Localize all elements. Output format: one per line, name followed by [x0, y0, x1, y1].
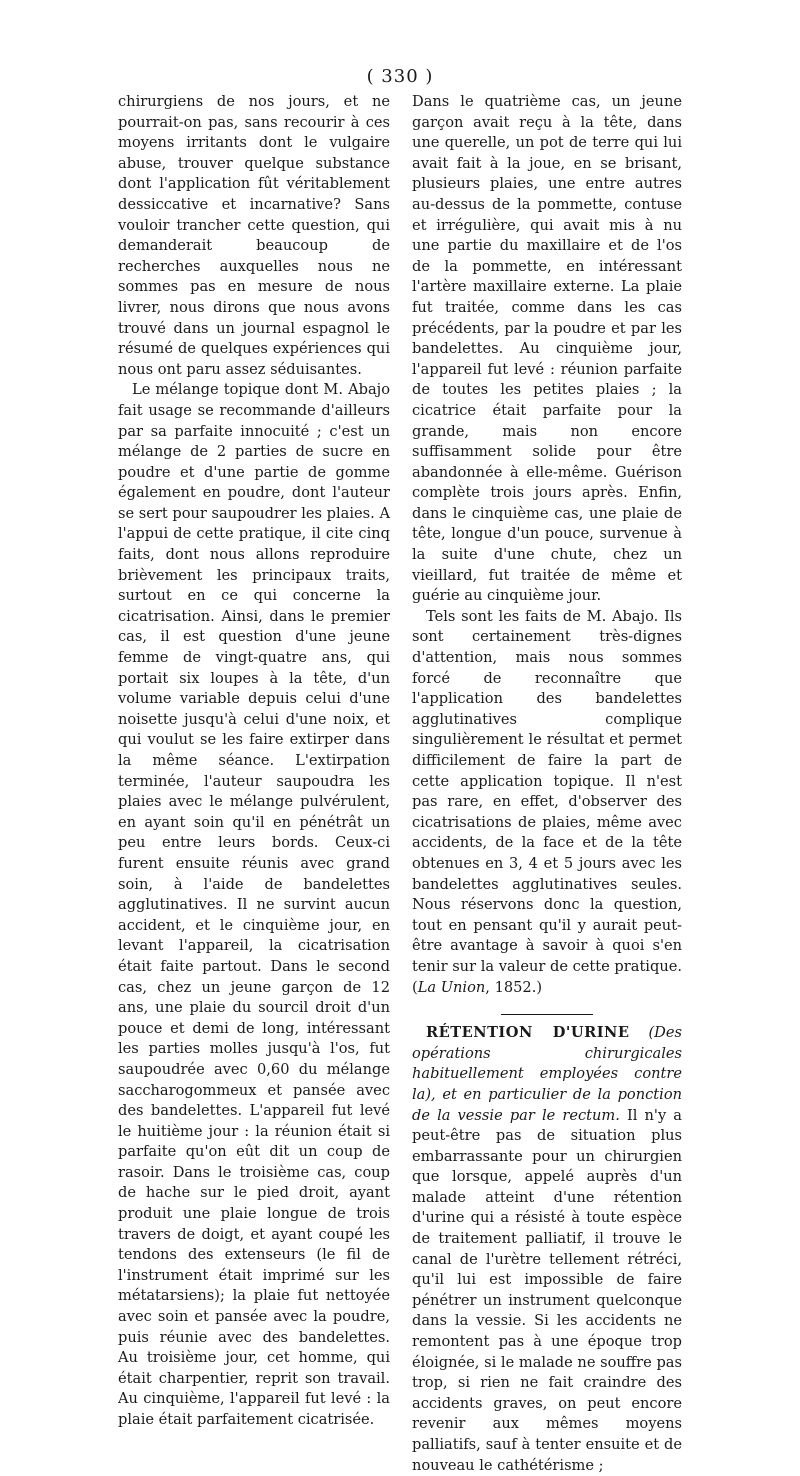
article-body: Il n'y a peut-être pas de situation plus embarrassante pour un chirurgien que lorsque, appelé auprès d'un malade atteint d'une rétention d'urine qui a résisté à toute espèce de traitement palliatif, il trouve le canal de l'urètre tellement rétréci, qu'il lui est impossible de faire pénétrer un instrument quelconque dans la vessie. Si les accidents ne remontent pas à une époque trop éloignée, si le malade ne souffre pas trop, si rien ne fait craindre des accidents graves, on peut encore revenir aux mêmes moyens palliatifs, sauf à tenter ensuite et de nouveau le cathétérisme ; [412, 1106, 682, 1474]
right-column [412, 92, 682, 1476]
source-year: , 1852.) [485, 978, 543, 996]
right-paragraph-2 [412, 607, 682, 998]
article-subtitle: (Des opérations chirurgicales habituellement employées contre la), et en particulier de la ponction de la vessie par le rectum. [412, 1024, 682, 1124]
left-paragraph-1: chirurgiens de nos jours, et ne pourrait-on pas, sans recourir à ces moyens irritants dont le vulgaire abuse, trouver quelque substance dont l'application fût véritablement dessiccative et incarnative? Sans vouloir trancher cette question, qui demanderait beaucoup de recherches auxquelles nous ne sommes pas en mesure de nous livrer, nous dirons que nous avons trouvé dans un journal espagnol le résumé de quelques expériences qui nous ont paru assez séduisantes. [118, 93, 390, 378]
right-paragraph-1: Dans le quatrième cas, un jeune garçon avait reçu à la tête, dans une querelle, un pot de terre qui lui avait fait à la joue, en se brisant, plusieurs plaies, une entre autres au-dessus de la pommette, contuse et irrégulière, qui avait mis à nu une partie du maxillaire et de l'os de la pommette, en intéressant l'artère maxillaire externe. La plaie fut traitée, comme dans les cas précédents, par la poudre et par les bandelettes. Au cinquième jour, l'appareil fut levé : réunion parfaite de toutes les petites plaies ; la cicatrice était parfaite pour la grande, mais non encore suffisamment solide pour être abandonnée à elle-même. Guérison complète trois jours après. Enfin, dans le cinquième cas, une plaie de tête, longue d'un pouce, survenue à la suite d'une chute, chez un vieillard, fut traitée de même et guérie au cinquième jour. [412, 93, 682, 605]
section-divider [501, 1014, 593, 1015]
right-paragraph-2-text: Tels sont les faits de M. Abajo. Ils sont certainement très-dignes d'attention, mais nous sommes forcé de reconnaître que l'application des bandelettes agglutinatives complique singulièrement le résultat et permet difficilement de faire la part de cette application topique. Il n'est pas rare, en effet, d'observer des cicatrisations de plaies, même avec accidents, de la face et de la tête obtenues en 3, 4 et 5 jours avec les bandelettes agglutinatives seules. Nous réservons donc la question, tout en pensant qu'il y aurait peut-être avantage à savoir à quoi s'en tenir sur la valeur de cette pratique. ( [412, 607, 682, 996]
article-title: RÉTENTION D'URINE [426, 1024, 630, 1042]
left-column [118, 92, 390, 1431]
page-number: ( 330 ) [366, 66, 434, 87]
source-citation: La Union [417, 978, 486, 996]
left-paragraph-2: Le mélange topique dont M. Abajo fait usage se recommande d'ailleurs par sa parfaite innocuité ; c'est un mélange de 2 parties de sucre en poudre et d'une partie de gomme également en poudre, dont l'auteur se sert pour saupoudrer les plaies. A l'appui de cette pratique, il cite cinq faits, dont nous allons reproduire brièvement les principaux traits, surtout en ce qui concerne la cicatrisation. Ainsi, dans le premier cas, il est question d'une jeune femme de vingt-quatre ans, qui portait six loupes à la tête, d'un volume variable depuis celui d'une noisette jusqu'à celui d'une noix, et qui voulut se les faire extirper dans la même séance. L'extirpation terminée, l'auteur saupoudra les plaies avec le mélange pulvérulent, en ayant soin qu'il en pénétrât un peu entre leurs bords. Ceux-ci furent ensuite réunis avec grand soin, à l'aide de bandelettes agglutinatives. Il ne survint aucun accident, et le cinquième jour, en levant l'appareil, la cicatrisation était faite partout. Dans le second cas, chez un jeune garçon de 12 ans, une plaie du sourcil droit d'un pouce et demi de long, intéressant les parties molles jusqu'à l'os, fut saupoudrée avec 0,60 du mélange saccharogommeux et pansée avec des bandelettes. L'appareil fut levé le huitième jour : la réunion était si parfaite qu'on eût dit un coup de rasoir. Dans le troisième cas, coup de hache sur le pied droit, ayant produit une plaie longue de trois travers de doigt, et ayant coupé les tendons des extenseurs (le fil de l'instrument était imprimé sur les métatarsiens); la plaie fut nettoyée avec soin et pansée avec la poudre, puis réunie avec des bandelettes. Au troisième jour, cet homme, qui était charpentier, reprit son travail. Au cinquième, l'appareil fut levé : la plaie était parfaitement cicatrisée. [118, 381, 390, 1428]
article-paragraph [412, 1023, 682, 1476]
